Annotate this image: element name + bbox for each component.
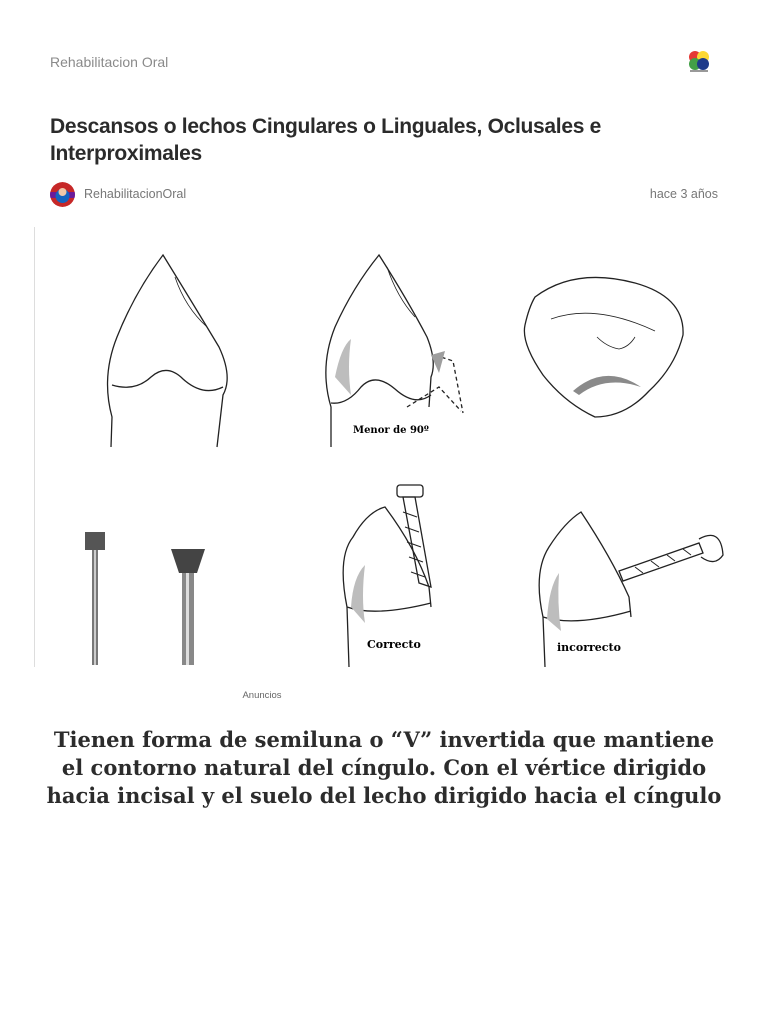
bur-1 [85,532,105,665]
label-incorrecto: incorrecto [557,641,621,654]
rest-shade-4 [351,565,365,623]
ads-label: Anuncios [242,690,282,701]
rest-shade-5 [547,573,561,631]
author-avatar-icon[interactable] [50,182,75,207]
figure-image [34,227,729,667]
site-logo-icon[interactable] [686,48,712,74]
post-time: hace 3 años [649,187,718,201]
tooth-outline-3 [524,277,683,417]
site-header [50,52,718,82]
site-name[interactable]: Rehabilitacion Oral [50,54,169,70]
author-name[interactable]: RehabilitacionOral [84,187,187,201]
rest-shade-2a [335,339,351,395]
rest-crescent-3 [573,376,641,395]
label-menor: Menor de 90º [353,425,429,436]
post-title[interactable]: Descansos o lechos Cingulares o Linguales, Oclusales e Interproximales [50,115,602,165]
dental-rest-illustration [35,227,729,667]
post-caption: Tienen forma de semiluna o “V” invertida que mantiene el contorno natural del cíngulo. Con el vértice dirigido hacia incisal y el suelo del lecho dirigido hacia el cíngulo [46,727,722,808]
tooth-outline-1 [108,255,228,447]
label-correcto: Correcto [367,638,421,651]
bur-2 [171,549,205,665]
post-byline [50,182,718,208]
